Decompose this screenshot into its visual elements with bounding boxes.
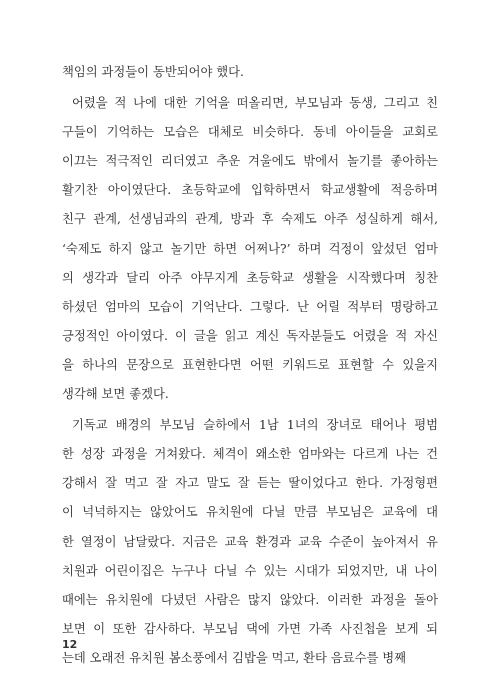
paragraph — [62, 411, 438, 673]
text-line: 강해서 잘 먹고 잘 자고 말도 잘 듣는 딸이었다고 한다. 가정형편 — [62, 476, 438, 491]
text-line: ‘숙제도 하지 않고 놀기만 하면 어쩌나?’ 하며 걱정이 앞섰던 엄마 — [62, 241, 438, 256]
text-line: 이끄는 적극적인 리더였고 추운 겨울에도 밖에서 놀기를 좋아하는 — [62, 154, 438, 169]
paragraph — [62, 58, 438, 87]
text-line: 긍정적인 아이였다. 이 글을 읽고 계신 독자분들도 어렸을 적 자신 — [62, 328, 438, 343]
text-line: 구들이 기억하는 모습은 대체로 비슷하다. 동네 아이들을 교회로 — [62, 125, 438, 140]
text-line: 기독교 배경의 부모님 슬하에서 1남 1녀의 장녀로 태어나 평범 — [72, 418, 438, 433]
text-line: 의 생각과 달리 아주 야무지게 초등학교 생활을 시작했다며 칭찬 — [62, 270, 438, 285]
text-line: 때에는 유치원에 다녔던 사람은 많지 않았다. 이러한 과정을 돌아 — [62, 592, 438, 607]
text-line: 치원과 어린이집은 누구나 다닐 수 있는 시대가 되었지만, 내 나이 — [62, 563, 438, 578]
text-line: 을 하나의 문장으로 표현한다면 어떤 키워드로 표현할 수 있을지 — [62, 357, 438, 372]
text-line: 활기찬 아이였단다. 초등학교에 입학하면서 학교생활에 적응하며 — [62, 183, 438, 198]
text-line: 보면 이 또한 감사하다. 부모님 댁에 가면 가족 사진첩을 보게 되 — [62, 621, 438, 636]
text-line: 생각해 보면 좋겠다. — [62, 387, 169, 402]
text-line: 친구 관계, 선생님과의 관계, 방과 후 숙제도 아주 성실하게 해서, — [62, 212, 438, 227]
text-line: 한 열정이 남달랐다. 지금은 교육 환경과 교육 수준이 높아져서 유 — [62, 534, 438, 549]
text-line: 책임의 과정들이 동반되어야 했다. — [62, 65, 244, 79]
text-line: 는데 오래전 유치원 봄소풍에서 김밥을 먹고, 환타 음료수를 병째 — [62, 650, 407, 665]
body-text — [62, 58, 438, 673]
text-line: 하셨던 엄마의 모습이 기억난다. 그렇다. 난 어릴 적부터 명랑하고 — [62, 299, 438, 314]
text-line: 한 성장 과정을 거쳐왔다. 체격이 왜소한 엄마와는 다르게 나는 건 — [62, 447, 438, 462]
page-number: 12 — [62, 638, 78, 651]
text-line: 이 넉넉하지는 않았어도 유치원에 다닐 만큼 부모님은 교육에 대 — [62, 505, 438, 520]
paragraph — [62, 89, 438, 409]
text-line: 어렸을 적 나에 대한 기억을 떠올리면, 부모님과 동생, 그리고 친 — [72, 96, 438, 111]
